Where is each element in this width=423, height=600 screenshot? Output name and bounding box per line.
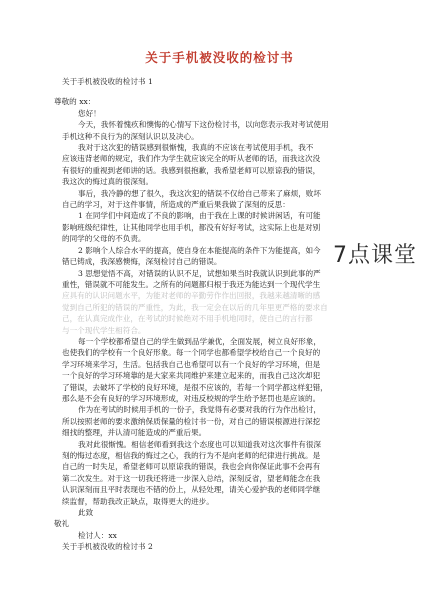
next-document-subtitle: 关于手机被没收的检讨书 2 xyxy=(62,542,153,552)
signature: 检讨人：xx xyxy=(78,530,117,540)
list-item-line: 应具有的认识问题水平，为能对老师的辛勤劳作作出回报，我越来越清晰的感 xyxy=(62,291,321,301)
paragraph-line: 我这次的悔过真的很深刻。 xyxy=(62,177,154,187)
paragraph-line: 事后，我冷静的想了很久，我这次犯的错误不仅给自己带来了麻烦，败坏 xyxy=(78,188,321,198)
paragraph-line: 今天，我怀着愧疚和懊悔的心情写下这份检讨书，以向您表示我对考试使用 xyxy=(78,120,329,130)
list-item-line: 重性，错误就不可能发生。之所有的问题都归根于我还为能达到一个现代学生 xyxy=(62,279,321,289)
paragraph-line: 所以按照老师的要求激纳保质保量的检讨书一份，对自己的错误根源进行深挖 xyxy=(62,416,321,426)
salutation: 尊敬的 xx： xyxy=(54,97,96,107)
paragraph-line: 续监督，帮助我改正缺点，取得更大的进步。 xyxy=(62,496,214,506)
spacer xyxy=(62,87,385,96)
list-item-line: 3 思想觉悟不高，对错误的认识不足，试想如果当时我就认识到此事的严 xyxy=(78,268,321,278)
paragraph-line: 细找的整理，并认清可能造成的严重后果。 xyxy=(62,428,207,438)
document-title: 关于手机被没收的检讨书 xyxy=(145,50,294,65)
paragraph-line: 也使我们的学校有一个良好形象。每一个同学也都希望学校给自己一个良好的 xyxy=(62,348,321,358)
paragraph-line: 我对于这次犯的错误感到很惭愧，我真的不应该在考试使用手机，我不 xyxy=(78,143,314,153)
paragraph-line: 学习环境来学习，生活。包括我自己也希望可以有一个良好的学习环境，但是 xyxy=(62,359,321,369)
paragraph-line: 自己的一时失足，希望老师可以原谅我的错误，我也会向你保证此事不会再有 xyxy=(62,462,321,472)
list-item-line: 2 影响个人综合水平的提高，使自身在本能提高的条件下为能提高，如今 xyxy=(78,245,321,255)
document-subtitle: 关于手机被没收的检讨书 1 xyxy=(62,77,153,86)
paragraph-line: 应该违背老师的规定，我们作为学生就应该完全的听从老师的话，而我这次没 xyxy=(62,154,321,164)
list-item-line: 1 在同学们中间造成了不良的影响，由于我在上课的时候讲闲话，有可能 xyxy=(78,211,321,221)
closing-line: 此致 xyxy=(78,508,94,518)
greeting: 您好！ xyxy=(78,108,101,118)
paragraph-line: 那么是不会有良好的学习环境形成，对违反校规的学生给予惩罚也是应该的。 xyxy=(62,393,321,403)
paragraph-line: 有很好的重视到老师讲的话。我感到很抱歉，我希望老师可以原谅我的错误， xyxy=(62,165,321,175)
list-item-line: 错已铸成，我深感懊悔，深刻检讨自己的错误。 xyxy=(62,257,222,267)
closing-line: 敬礼 xyxy=(54,519,70,529)
paragraph-line: 我对此很惭愧。相信老师看到我这个态度也可以知道我对这次事件有很深 xyxy=(78,439,321,449)
list-item-line: 与一个现代学生相符合。 xyxy=(62,325,146,335)
paragraph-line: 作为在考试的时候用手机的一份子，我觉得有必要对我的行为作出检讨， xyxy=(78,405,321,415)
paragraph-line: 刻的悔过态度，相信我的悔过之心，我的行为不是向老师的纪律进行挑战。是 xyxy=(62,451,321,460)
list-item-line: 己，在认真完成作业，在考试的时候绝对不用手机地同时，使自己的言行都 xyxy=(62,314,313,324)
paragraph-line: 一个良好的学习环境靠的是大家来共同维护来建立起来的，而我自己这次却犯 xyxy=(62,371,321,381)
paragraph-line: 自己的学习，对于这件事情，所造成的严重后果我做了深刻的反思： xyxy=(62,200,290,210)
watermark-logo: 7点课堂 xyxy=(333,243,417,268)
paragraph-line: 认识深刻而且平时表现也不错的份上，从轻处理，请关心爱护我的老师同学继 xyxy=(62,485,321,495)
list-item-line: 的同学的父母的不负责。 xyxy=(62,234,146,244)
list-item-line: 觉到自己所犯的错误的严重性，为此，我一定会在以后的几年里更严格的要求自 xyxy=(62,302,328,312)
paragraph-line: 每一个学校都希望自己的学生做到品学兼优，全面发展，树立良好形象， xyxy=(78,336,321,346)
paragraph-line: 第二次发生。对于这一切我还将进一步深入总结，深刻反省，望老师能念在我 xyxy=(62,473,321,483)
paragraph-line: 手机这种不良行为的深刻认识以及决心。 xyxy=(62,131,199,141)
list-item-line: 影响班级纪律性，让其他同学也用手机，都没有好好考试，这实际上也是对别 xyxy=(62,222,321,232)
paragraph-line: 了错误，去破坏了学校的良好环境，是很不应该的，若每一个同学都这样犯错， xyxy=(62,382,328,392)
